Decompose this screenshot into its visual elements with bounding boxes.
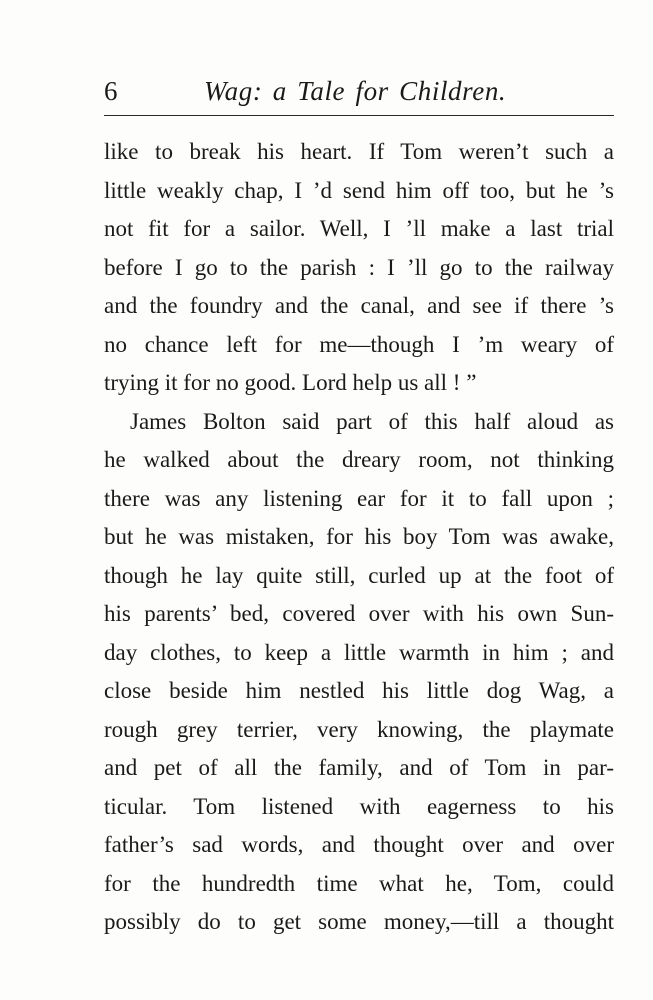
body-text [104, 133, 614, 942]
text-line: rough grey terrier, very knowing, the playmate [104, 716, 614, 742]
text-line: and the foundry and the canal, and see if there ’s [104, 293, 614, 318]
text-line: his parents’ bed, covered over with his own Sun- [104, 601, 614, 626]
text-line: for the hundredth time what he, Tom, could [104, 870, 614, 896]
text-line: like to break his heart. If Tom weren’t such a [104, 139, 614, 164]
page-number: 6 [104, 76, 118, 106]
text-line: no chance left for me—though I ’m weary of [104, 331, 614, 357]
text-line: day clothes, to keep a little warmth in him ; and [104, 639, 614, 665]
text-line: not fit for a sailor. Well, I ’ll make a last trial [104, 216, 614, 241]
page-header [104, 72, 614, 112]
header-rule [104, 115, 614, 116]
text-line: and pet of all the family, and of Tom in par- [104, 755, 614, 780]
text-line: father’s sad words, and thought over and over [104, 832, 614, 857]
text-line: close beside him nestled his little dog Wag, a [104, 678, 614, 703]
text-line: James Bolton said part of this half aloud as [130, 408, 614, 434]
text-line: but he was mistaken, for his boy Tom was awake, [104, 524, 614, 549]
text-line: he walked about the dreary room, not thinking [104, 447, 614, 472]
text-line: trying it for no good. Lord help us all ! ” [104, 370, 477, 395]
text-line: ticular. Tom listened with eagerness to his [104, 793, 614, 819]
text-line: there was any listening ear for it to fall upon ; [104, 485, 614, 511]
text-line: before I go to the parish : I ’ll go to the railway [104, 254, 614, 280]
text-line: possibly do to get some money,—till a thought [104, 909, 614, 934]
text-line: though he lay quite still, curled up at the foot of [104, 562, 614, 588]
text-line: little weakly chap, I ’d send him off too, but he ’s [104, 177, 614, 203]
running-title: Wag: a Tale for Children. [204, 76, 507, 106]
